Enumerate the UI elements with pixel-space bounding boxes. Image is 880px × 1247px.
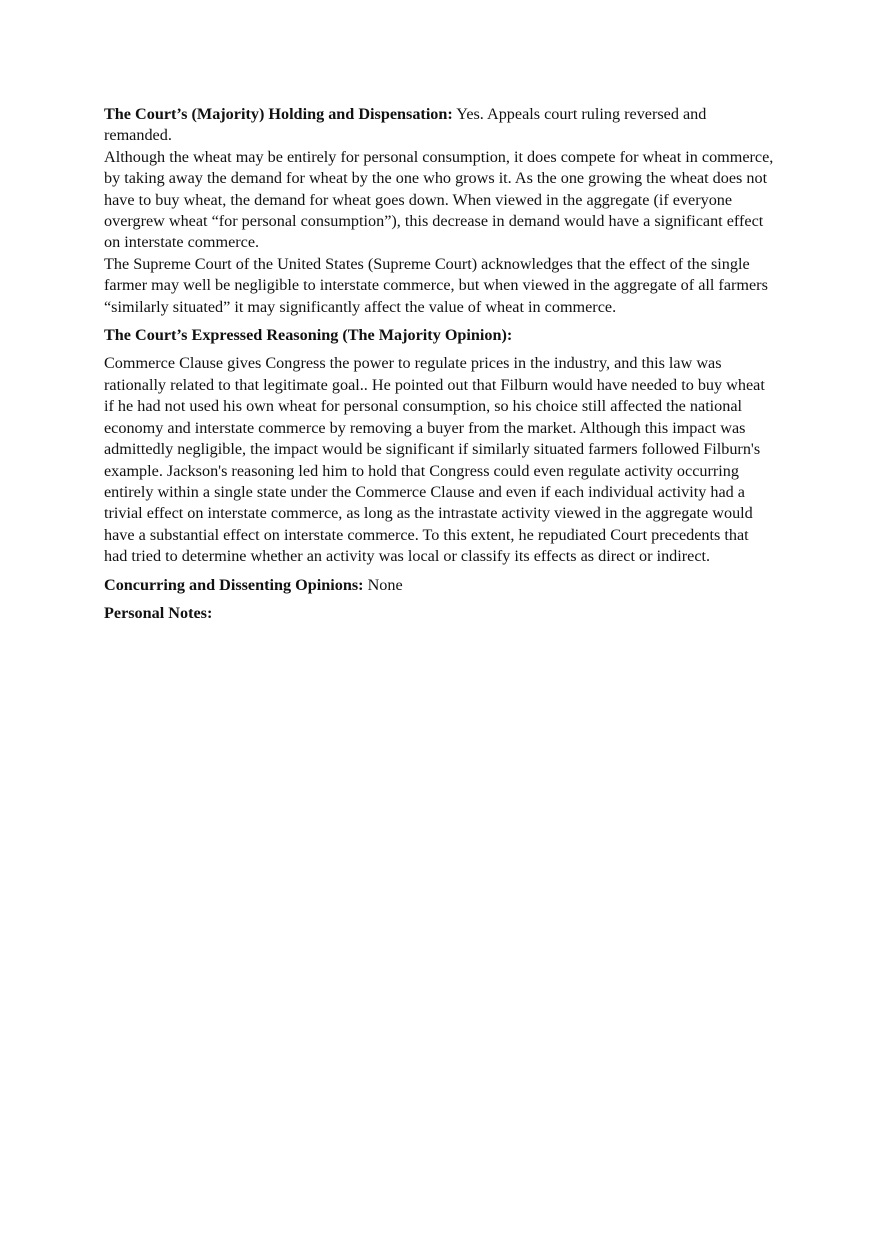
opinions-label: Concurring and Dissenting Opinions:	[104, 575, 364, 594]
holding-paragraph-1: Although the wheat may be entirely for personal consumption, it does compete for wheat in commerce, by taking away the demand for wheat by the one who grows it. As the one growing the wheat does not have to buy wheat, the demand for wheat goes down. When viewed in the aggregate (if everyone overgrew wheat “for personal consumption”), this decrease in demand would have a significant effect on interstate commerce.	[104, 147, 774, 252]
holding-answer: Yes. Appeals court ruling reversed and remanded.	[104, 105, 707, 145]
opinions-value: None	[363, 575, 403, 594]
reasoning-section	[104, 353, 776, 567]
holding-section	[104, 104, 776, 318]
opinions-line	[104, 575, 776, 596]
holding-label: The Court’s (Majority) Holding and Dispensation:	[104, 105, 453, 123]
reasoning-heading: The Court’s Expressed Reasoning (The Majority Opinion):	[104, 326, 513, 345]
holding-line	[104, 104, 776, 147]
holding-paragraph-2: The Supreme Court of the United States (Supreme Court) acknowledges that the effect of the single farmer may well be negligible to interstate commerce, but when viewed in the aggregate of all farmers “similarly situated” it may significantly affect the value of wheat in commerce.	[104, 254, 768, 316]
reasoning-paragraph: Commerce Clause gives Congress the power to regulate prices in the industry, and this law was rationally related to that legitimate goal.. He pointed out that Filburn would have needed to buy wheat if he had not used his own wheat for personal consumption, so his choice still affected the national economy and interstate commerce by removing a buyer from the market. Although this impact was admittedly negligible, the impact would be significant if similarly situated farmers followed Filburn's example. Jackson's reasoning led him to hold that Congress could even regulate activity occurring entirely within a single state under the Commerce Clause and even if each individual activity had a trivial effect on interstate commerce, as long as the intrastate activity viewed in the aggregate would have a substantial effect on interstate commerce. To this extent, he repudiated Court precedents that had tried to determine whether an activity was local or classify its effects as direct or indirect.	[104, 354, 765, 566]
personal-notes-heading: Personal Notes:	[104, 603, 213, 622]
document-page	[104, 104, 776, 631]
